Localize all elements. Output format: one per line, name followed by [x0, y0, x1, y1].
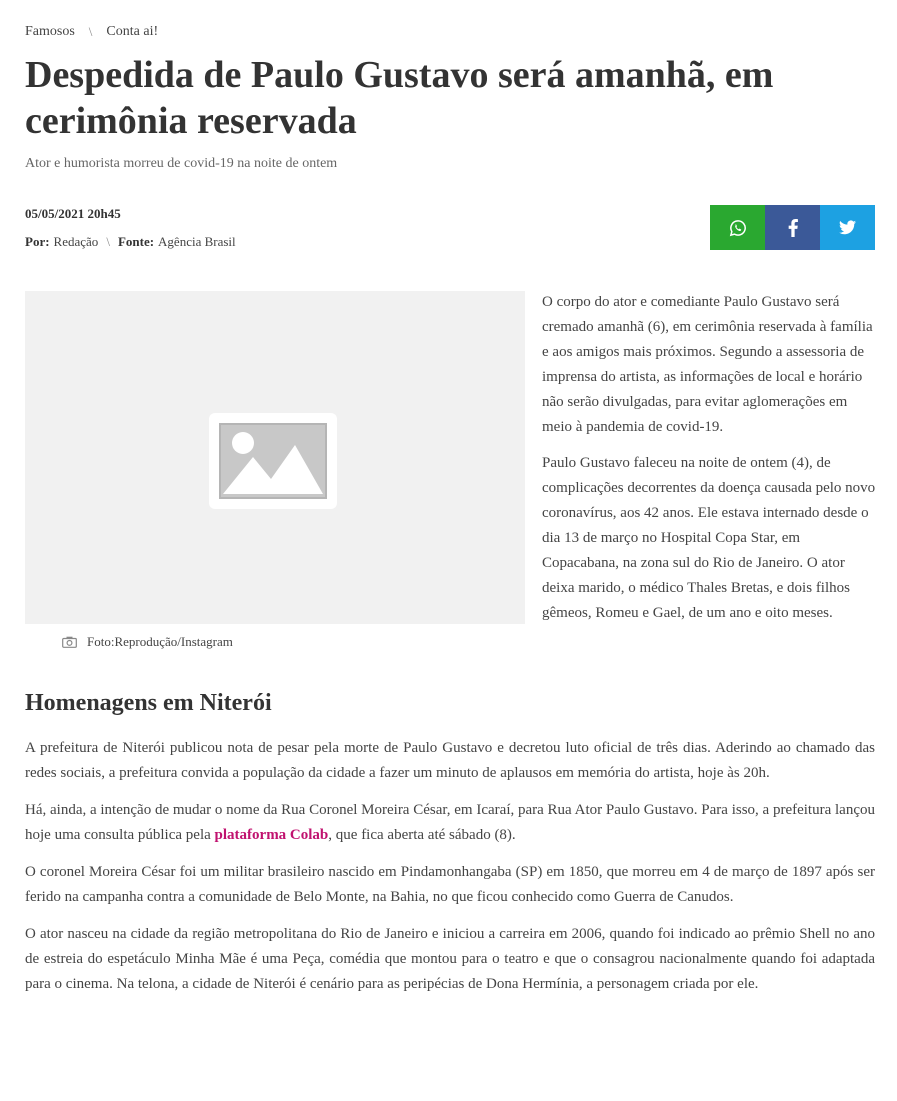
- intro-paragraph: O corpo do ator e comediante Paulo Gustavo será cremado amanhã (6), em cerimônia reservada à família e aos amigos mais próximos. Segundo a assessoria de imprensa do artista, as informações de local e horário não serão divulgadas, para evitar aglomerações em meio à pandemia de covid-19.: [542, 294, 873, 435]
- twitter-share-button[interactable]: [820, 205, 875, 250]
- author-name: Redação: [53, 234, 99, 249]
- camera-icon: [62, 636, 77, 648]
- article-byline: [25, 234, 236, 250]
- article-date: 05/05/2021 20h45: [25, 206, 121, 221]
- whatsapp-share-button[interactable]: [710, 205, 765, 250]
- breadcrumb-link-famosos[interactable]: Famosos: [25, 24, 75, 39]
- source-name: Agência Brasil: [158, 234, 236, 249]
- article-subtitle: Ator e humorista morreu de covid-19 na noite de ontem: [25, 156, 338, 171]
- photo-caption-text: Foto:Reprodução/Instagram: [87, 634, 233, 649]
- facebook-icon: [787, 219, 799, 237]
- whatsapp-icon: [729, 219, 747, 237]
- colab-platform-link[interactable]: plataforma Colab: [214, 827, 329, 843]
- image-placeholder: [209, 413, 337, 509]
- section-heading: Homenagens em Niterói: [25, 690, 272, 716]
- body-text-segment: Há, ainda, a intenção de mudar o nome da Rua Coronel Moreira César, em Icaraí, para Rua Ator Paulo Gustavo. Para isso, a prefeitura lançou hoje uma consulta pública pela: [25, 802, 875, 843]
- article-photo: [25, 291, 525, 624]
- body-paragraph: O ator nasceu na cidade da região metropolitana do Rio de Janeiro e iniciou a carreira em 2006, quando foi indicado ao prêmio Shell no ano de estreia do espetáculo Minha Mãe é uma Peça, comédia que montou para o teatro e que o consagrou nacionalmente quando foi adaptada para o cinema. Na telona, a cidade de Niterói é cenário para as peripécias de Dona Hermínia, a personagem criada por ele.: [25, 926, 875, 992]
- breadcrumb: [25, 24, 158, 40]
- breadcrumb-link-conta-ai[interactable]: Conta ai!: [106, 24, 159, 39]
- body-paragraph: O coronel Moreira César foi um militar brasileiro nascido em Pindamonhangaba (SP) em 1850, que morreu em 4 de março de 1897 após ser ferido na campanha contra a comunidade de Belo Monte, na Bahia, no que ficou conhecido como Guerra de Canudos.: [25, 864, 875, 905]
- facebook-share-button[interactable]: [765, 205, 820, 250]
- author-label: Por:: [25, 234, 50, 249]
- byline-separator: \: [106, 234, 110, 249]
- body-paragraph: [25, 798, 875, 848]
- twitter-icon: [839, 220, 856, 235]
- article-intro: [542, 290, 877, 637]
- article-body: [25, 736, 875, 1009]
- body-paragraph: A prefeitura de Niterói publicou nota de pesar pela morte de Paulo Gustavo e decretou luto oficial de três dias. Aderindo ao chamado das redes sociais, a prefeitura convida a população da cidade a fazer um minuto de aplausos em memória do artista, hoje às 20h.: [25, 740, 875, 781]
- intro-paragraph: Paulo Gustavo faleceu na noite de ontem (4), de complicações decorrentes da doença causada pelo novo coronavírus, aos 42 anos. Ele estava internado desde o dia 13 de março no Hospital Copa Star, em Copacabana, na zona sul do Rio de Janeiro. O ator deixa marido, o médico Thales Bretas, e dois filhos gêmeos, Romeu e Gael, de um ano e oito meses.: [542, 455, 876, 621]
- article-title: Despedida de Paulo Gustavo será amanhã, em cerimônia reservada: [25, 54, 774, 142]
- body-text-segment: , que fica aberta até sábado (8).: [328, 827, 516, 843]
- source-label: Fonte:: [117, 234, 155, 249]
- image-placeholder-icon: [219, 423, 327, 499]
- share-buttons: [710, 205, 875, 250]
- photo-caption: [62, 634, 233, 650]
- breadcrumb-separator: \: [88, 24, 93, 39]
